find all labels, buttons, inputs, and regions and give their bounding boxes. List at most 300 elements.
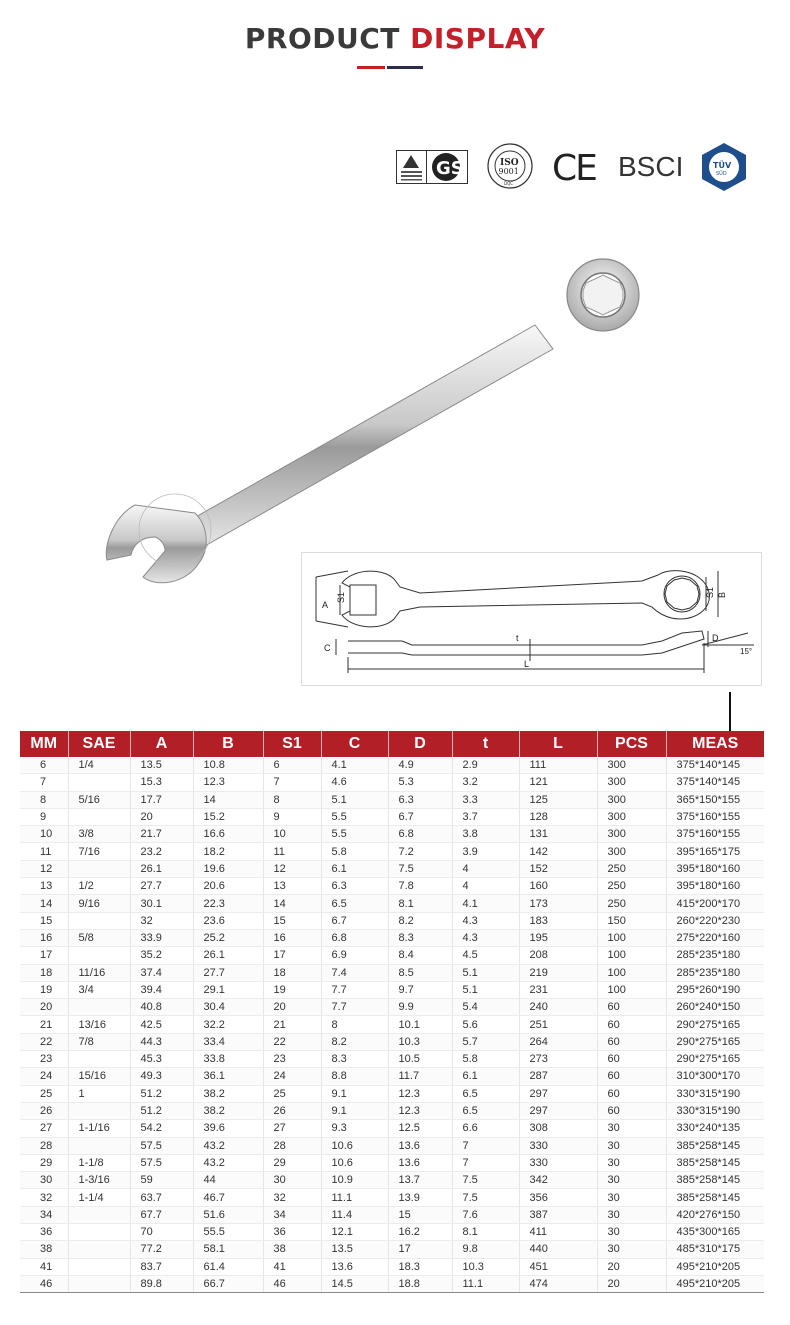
table-cell: 275*220*160: [666, 929, 764, 946]
table-cell: 395*165*175: [666, 843, 764, 860]
table-cell: 22.3: [193, 895, 263, 912]
table-cell: 30: [597, 1206, 666, 1223]
table-cell: 10: [20, 826, 68, 843]
table-cell: 16.2: [388, 1224, 452, 1241]
table-cell: 30: [597, 1172, 666, 1189]
table-cell: 11.1: [321, 1189, 388, 1206]
table-cell: 4.3: [452, 929, 519, 946]
table-cell: 61.4: [193, 1258, 263, 1275]
table-cell: 7: [452, 1137, 519, 1154]
table-cell: 21.7: [130, 826, 193, 843]
column-header-meas: MEAS: [666, 731, 764, 757]
table-cell: 7.2: [388, 843, 452, 860]
table-cell: 5.5: [321, 808, 388, 825]
table-row: [20, 1258, 764, 1275]
table-cell: 240: [519, 999, 597, 1016]
table-cell: 9.9: [388, 999, 452, 1016]
underline-red-segment: [357, 66, 385, 69]
table-cell: 30.4: [193, 999, 263, 1016]
table-row: [20, 1172, 764, 1189]
table-cell: 13.6: [388, 1154, 452, 1171]
table-cell: 26.1: [193, 947, 263, 964]
table-cell: [68, 999, 130, 1016]
table-row: [20, 1241, 764, 1258]
table-cell: 28: [263, 1137, 321, 1154]
table-row: [20, 808, 764, 825]
table-cell: 60: [597, 1033, 666, 1050]
table-cell: [68, 1224, 130, 1241]
table-cell: 23: [20, 1051, 68, 1068]
table-cell: 14: [20, 895, 68, 912]
table-cell: 440: [519, 1241, 597, 1258]
table-row: [20, 878, 764, 895]
table-cell: [68, 947, 130, 964]
header-row: [20, 731, 764, 757]
table-cell: 100: [597, 981, 666, 998]
spec-table-header: [20, 731, 764, 757]
table-cell: 20: [263, 999, 321, 1016]
table-cell: 160: [519, 878, 597, 895]
table-cell: 251: [519, 1016, 597, 1033]
table-cell: 60: [597, 1102, 666, 1119]
table-cell: 121: [519, 774, 597, 791]
table-row: [20, 1120, 764, 1137]
table-cell: 415*200*170: [666, 895, 764, 912]
ce-icon: CE: [552, 148, 596, 189]
table-cell: 30: [20, 1172, 68, 1189]
table-cell: [68, 1241, 130, 1258]
table-cell: 8.4: [388, 947, 452, 964]
column-header-l: L: [519, 731, 597, 757]
table-cell: 21: [20, 1016, 68, 1033]
table-cell: 3.3: [452, 791, 519, 808]
table-row: [20, 1189, 764, 1206]
table-cell: 13: [20, 878, 68, 895]
table-cell: 4: [452, 878, 519, 895]
table-cell: 15/16: [68, 1068, 130, 1085]
table-cell: 8.3: [321, 1051, 388, 1068]
table-cell: 37.4: [130, 964, 193, 981]
table-cell: 38.2: [193, 1102, 263, 1119]
table-cell: 7: [263, 774, 321, 791]
bsci-icon: BSCI: [618, 151, 684, 182]
table-cell: 4: [452, 860, 519, 877]
table-cell: 8.2: [321, 1033, 388, 1050]
table-cell: 290*275*165: [666, 1033, 764, 1050]
table-cell: 8.8: [321, 1068, 388, 1085]
table-cell: 6.7: [388, 808, 452, 825]
table-cell: 38.2: [193, 1085, 263, 1102]
table-cell: 8.1: [452, 1224, 519, 1241]
table-cell: 9.8: [452, 1241, 519, 1258]
table-cell: 7.6: [452, 1206, 519, 1223]
table-cell: 58.1: [193, 1241, 263, 1258]
underline-navy-segment: [387, 66, 423, 69]
table-cell: 395*180*160: [666, 878, 764, 895]
table-cell: 4.1: [452, 895, 519, 912]
table-cell: 41: [20, 1258, 68, 1275]
table-cell: 30: [597, 1137, 666, 1154]
table-cell: 3/8: [68, 826, 130, 843]
table-cell: 14: [263, 895, 321, 912]
table-cell: 2.9: [452, 757, 519, 774]
table-cell: 59: [130, 1172, 193, 1189]
dim-label-a: A: [322, 600, 329, 610]
table-cell: 330*315*190: [666, 1085, 764, 1102]
table-cell: 30: [263, 1172, 321, 1189]
table-cell: 11: [263, 843, 321, 860]
table-cell: 51.2: [130, 1085, 193, 1102]
table-cell: 41: [263, 1258, 321, 1275]
table-cell: 49.3: [130, 1068, 193, 1085]
table-cell: 131: [519, 826, 597, 843]
table-cell: 3.7: [452, 808, 519, 825]
table-cell: 10.9: [321, 1172, 388, 1189]
table-row: [20, 929, 764, 946]
title-part2: DISPLAY: [410, 22, 546, 55]
table-cell: 365*150*155: [666, 791, 764, 808]
table-cell: 310*300*170: [666, 1068, 764, 1085]
svg-text:TÜV: TÜV: [713, 161, 732, 170]
table-cell: 19.6: [193, 860, 263, 877]
table-cell: [68, 1137, 130, 1154]
table-cell: [68, 1258, 130, 1275]
table-cell: 24: [20, 1068, 68, 1085]
table-cell: 5.3: [388, 774, 452, 791]
table-cell: [68, 1206, 130, 1223]
page-title: [0, 22, 790, 55]
table-cell: 29: [263, 1154, 321, 1171]
table-row: [20, 1154, 764, 1171]
table-cell: 297: [519, 1102, 597, 1119]
table-cell: [68, 860, 130, 877]
table-cell: 1-1/4: [68, 1189, 130, 1206]
table-cell: 14: [193, 791, 263, 808]
table-row: [20, 791, 764, 808]
table-row: [20, 774, 764, 791]
table-cell: 183: [519, 912, 597, 929]
table-cell: 152: [519, 860, 597, 877]
table-cell: 6: [20, 757, 68, 774]
table-cell: 385*258*145: [666, 1137, 764, 1154]
table-cell: 5.1: [452, 981, 519, 998]
table-cell: 330*240*135: [666, 1120, 764, 1137]
table-cell: 11.1: [452, 1275, 519, 1292]
table-cell: 5.6: [452, 1016, 519, 1033]
table-cell: 15: [388, 1206, 452, 1223]
table-cell: 290*275*165: [666, 1051, 764, 1068]
table-cell: 308: [519, 1120, 597, 1137]
table-cell: 24: [263, 1068, 321, 1085]
table-cell: 6.3: [388, 791, 452, 808]
table-cell: 44: [193, 1172, 263, 1189]
table-cell: 5.5: [321, 826, 388, 843]
table-cell: 111: [519, 757, 597, 774]
table-cell: 10.3: [452, 1258, 519, 1275]
column-header-sae: SAE: [68, 731, 130, 757]
table-cell: 32: [20, 1189, 68, 1206]
table-cell: 6.8: [321, 929, 388, 946]
table-cell: 36: [20, 1224, 68, 1241]
table-cell: 43.2: [193, 1137, 263, 1154]
table-cell: 6.7: [321, 912, 388, 929]
table-row: [20, 1137, 764, 1154]
table-cell: 51.6: [193, 1206, 263, 1223]
table-row: [20, 1085, 764, 1102]
table-cell: 16: [263, 929, 321, 946]
table-cell: 38: [20, 1241, 68, 1258]
dim-label-d: D: [712, 633, 719, 643]
table-cell: 7: [452, 1154, 519, 1171]
table-cell: 14.5: [321, 1275, 388, 1292]
table-cell: 375*140*145: [666, 757, 764, 774]
table-cell: 9/16: [68, 895, 130, 912]
table-cell: 356: [519, 1189, 597, 1206]
table-cell: [68, 1102, 130, 1119]
table-cell: 12: [263, 860, 321, 877]
dim-label-c: C: [324, 643, 331, 653]
table-cell: 4.6: [321, 774, 388, 791]
table-cell: 208: [519, 947, 597, 964]
table-cell: 451: [519, 1258, 597, 1275]
table-cell: 13.6: [321, 1258, 388, 1275]
table-cell: 5.8: [452, 1051, 519, 1068]
table-cell: 83.7: [130, 1258, 193, 1275]
table-cell: 30: [597, 1120, 666, 1137]
table-cell: 42.5: [130, 1016, 193, 1033]
table-cell: 34: [20, 1206, 68, 1223]
svg-text:SÜD: SÜD: [716, 171, 727, 177]
table-cell: 11: [20, 843, 68, 860]
table-cell: 300: [597, 757, 666, 774]
table-cell: 27: [20, 1120, 68, 1137]
table-cell: 12.1: [321, 1224, 388, 1241]
table-cell: 411: [519, 1224, 597, 1241]
table-cell: 18.2: [193, 843, 263, 860]
table-cell: 23.2: [130, 843, 193, 860]
table-cell: 474: [519, 1275, 597, 1292]
svg-text:ISO: ISO: [500, 158, 519, 168]
table-cell: 300: [597, 791, 666, 808]
table-cell: 273: [519, 1051, 597, 1068]
table-cell: 287: [519, 1068, 597, 1085]
table-cell: 63.7: [130, 1189, 193, 1206]
table-cell: 51.2: [130, 1102, 193, 1119]
table-row: [20, 860, 764, 877]
table-cell: 22: [20, 1033, 68, 1050]
table-row: [20, 895, 764, 912]
certification-logos: [396, 142, 756, 192]
table-cell: 4.9: [388, 757, 452, 774]
table-cell: 10: [263, 826, 321, 843]
table-row: [20, 1206, 764, 1223]
table-cell: 7.7: [321, 981, 388, 998]
table-cell: 54.2: [130, 1120, 193, 1137]
dim-label-t: t: [516, 633, 519, 643]
table-cell: 100: [597, 964, 666, 981]
wrench-product-image: [95, 255, 655, 595]
table-cell: 46: [20, 1275, 68, 1292]
table-cell: 100: [597, 929, 666, 946]
dim-label-s1-right: S1: [705, 586, 715, 598]
column-header-d: D: [388, 731, 452, 757]
table-cell: 30: [597, 1224, 666, 1241]
table-cell: 20: [20, 999, 68, 1016]
table-cell: 45.3: [130, 1051, 193, 1068]
table-cell: 89.8: [130, 1275, 193, 1292]
table-cell: 17: [263, 947, 321, 964]
table-cell: 60: [597, 1016, 666, 1033]
table-cell: 1-1/8: [68, 1154, 130, 1171]
table-cell: 3.9: [452, 843, 519, 860]
dim-label-l: L: [524, 659, 530, 669]
table-cell: 4.1: [321, 757, 388, 774]
table-cell: 26: [263, 1102, 321, 1119]
table-row: [20, 981, 764, 998]
table-cell: [68, 774, 130, 791]
table-cell: 60: [597, 1051, 666, 1068]
table-cell: 15.2: [193, 808, 263, 825]
table-cell: 6.1: [321, 860, 388, 877]
table-cell: 33.4: [193, 1033, 263, 1050]
table-cell: 28: [20, 1137, 68, 1154]
table-cell: 39.4: [130, 981, 193, 998]
table-row: [20, 757, 764, 774]
table-cell: 18.3: [388, 1258, 452, 1275]
table-cell: 395*180*160: [666, 860, 764, 877]
table-cell: 5.8: [321, 843, 388, 860]
table-cell: 1/4: [68, 757, 130, 774]
table-cell: 9.1: [321, 1085, 388, 1102]
column-header-c: C: [321, 731, 388, 757]
table-cell: 285*235*180: [666, 964, 764, 981]
table-cell: 5.1: [452, 964, 519, 981]
dim-label-s1-left: S1: [336, 591, 346, 603]
table-cell: 15: [20, 912, 68, 929]
table-row: [20, 999, 764, 1016]
table-cell: 8.3: [388, 929, 452, 946]
table-row: [20, 826, 764, 843]
table-cell: 36: [263, 1224, 321, 1241]
table-cell: 10.6: [321, 1137, 388, 1154]
table-cell: 5.1: [321, 791, 388, 808]
table-row: [20, 1068, 764, 1085]
table-cell: 17.7: [130, 791, 193, 808]
table-cell: 35.2: [130, 947, 193, 964]
table-cell: 173: [519, 895, 597, 912]
svg-text:DQC: DQC: [504, 181, 514, 186]
table-cell: 25: [20, 1085, 68, 1102]
table-cell: 295*260*190: [666, 981, 764, 998]
table-cell: 10.1: [388, 1016, 452, 1033]
table-row: [20, 843, 764, 860]
table-cell: 290*275*165: [666, 1016, 764, 1033]
table-cell: 385*258*145: [666, 1154, 764, 1171]
table-cell: 385*258*145: [666, 1172, 764, 1189]
table-cell: 25.2: [193, 929, 263, 946]
table-cell: 46.7: [193, 1189, 263, 1206]
table-cell: 20: [130, 808, 193, 825]
table-cell: 375*160*155: [666, 808, 764, 825]
table-cell: [68, 1275, 130, 1292]
table-cell: 285*235*180: [666, 947, 764, 964]
table-cell: 250: [597, 878, 666, 895]
column-header-mm: MM: [20, 731, 68, 757]
table-cell: 6.8: [388, 826, 452, 843]
table-cell: 142: [519, 843, 597, 860]
table-cell: 38: [263, 1241, 321, 1258]
tuv-sud-icon: [700, 142, 748, 192]
table-cell: 26.1: [130, 860, 193, 877]
column-header-t: t: [452, 731, 519, 757]
dim-label-angle: 15°: [740, 647, 753, 656]
table-cell: 20: [597, 1258, 666, 1275]
table-row: [20, 1016, 764, 1033]
table-cell: 8: [263, 791, 321, 808]
table-cell: 385*258*145: [666, 1189, 764, 1206]
table-cell: 435*300*165: [666, 1224, 764, 1241]
table-cell: 19: [20, 981, 68, 998]
table-cell: 495*210*205: [666, 1258, 764, 1275]
table-cell: 13/16: [68, 1016, 130, 1033]
table-cell: 13.6: [388, 1137, 452, 1154]
table-cell: 17: [20, 947, 68, 964]
table-cell: 420*276*150: [666, 1206, 764, 1223]
callout-line: [729, 692, 731, 732]
table-cell: 7: [20, 774, 68, 791]
svg-text:GS: GS: [436, 158, 464, 179]
column-header-s1: S1: [263, 731, 321, 757]
table-cell: 195: [519, 929, 597, 946]
svg-text:9001: 9001: [498, 167, 519, 176]
table-cell: 495*210*205: [666, 1275, 764, 1292]
table-cell: 6.6: [452, 1120, 519, 1137]
table-cell: 7.7: [321, 999, 388, 1016]
table-cell: [68, 808, 130, 825]
table-cell: 9: [263, 808, 321, 825]
table-cell: 13: [263, 878, 321, 895]
table-cell: 20.6: [193, 878, 263, 895]
table-cell: 10.8: [193, 757, 263, 774]
table-cell: 11/16: [68, 964, 130, 981]
table-cell: 57.5: [130, 1137, 193, 1154]
table-cell: 32.2: [193, 1016, 263, 1033]
table-cell: 5/16: [68, 791, 130, 808]
table-cell: 3.8: [452, 826, 519, 843]
table-row: [20, 1224, 764, 1241]
iso-9001-icon: [486, 142, 534, 190]
table-cell: 16: [20, 929, 68, 946]
table-cell: 23.6: [193, 912, 263, 929]
table-cell: 30: [597, 1241, 666, 1258]
table-cell: 4.3: [452, 912, 519, 929]
table-cell: 43.2: [193, 1154, 263, 1171]
table-cell: 21: [263, 1016, 321, 1033]
table-cell: [68, 1051, 130, 1068]
dimension-diagram: [301, 552, 762, 686]
table-cell: 67.7: [130, 1206, 193, 1223]
table-cell: 13.9: [388, 1189, 452, 1206]
table-cell: 7/8: [68, 1033, 130, 1050]
table-cell: 10.3: [388, 1033, 452, 1050]
table-cell: 12.3: [388, 1085, 452, 1102]
table-row: [20, 1275, 764, 1292]
table-cell: 9: [20, 808, 68, 825]
table-cell: 6.5: [452, 1102, 519, 1119]
table-cell: 7.8: [388, 878, 452, 895]
table-cell: 250: [597, 895, 666, 912]
table-cell: 33.9: [130, 929, 193, 946]
